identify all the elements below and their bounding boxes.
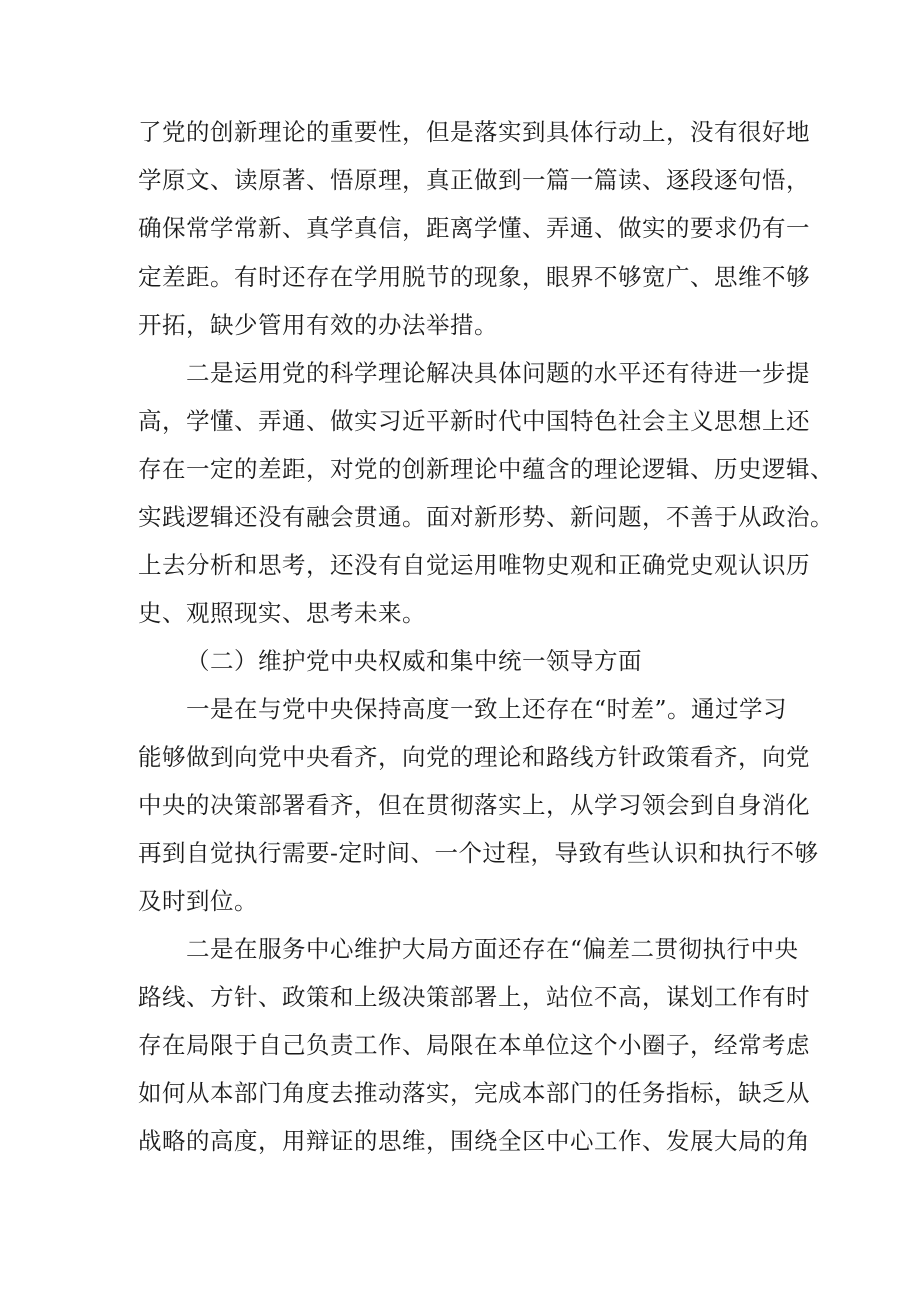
text-line: 路线、方针、政策和上级决策部署上，站位不高，谋划工作有时: [138, 983, 810, 1011]
text-line: 战略的高度，用辩证的思维，围绕全区中心工作、发展大局的角: [138, 1127, 810, 1155]
text-line: 能够做到向党中央看齐，向党的理论和路线方针政策看齐，向党: [138, 743, 810, 771]
text-line: 确保常学常新、真学真信，距离学懂、弄通、做实的要求仍有一: [138, 214, 810, 242]
text-line: 及时到位。: [138, 887, 258, 915]
text-line: 史、观照现实、思考未来。: [138, 599, 426, 627]
section-heading: （二）维护党中央权威和集中统一领导方面: [186, 647, 642, 675]
text-line: 开拓，缺少管用有效的办法举措。: [138, 311, 498, 339]
text-line: 存在局限于自己负责工作、局限在本单位这个小圈子，经常考虑: [138, 1031, 810, 1059]
text-line: 如何从本部门角度去推动落实，完成本部门的任务指标，缺乏从: [138, 1079, 810, 1107]
text-line: 存在一定的差距，对党的创新理论中蕴含的理论逻辑、历史逻辑、: [138, 455, 834, 483]
text-line: 定差距。有时还存在学用脱节的现象，眼界不够宽广、思维不够: [138, 263, 810, 291]
text-line: 学原文、读原著、悟原理，真正做到一篇一篇读、逐段逐句悟，: [138, 166, 810, 194]
paragraph-first-line: 二是运用党的科学理论解决具体问题的水平还有待进一步提: [186, 359, 810, 387]
paragraph-first-line: 二是在服务中心维护大局方面还存在“偏差二贯彻执行中央: [186, 935, 799, 963]
text-line: 再到自觉执行需要-定时间、一个过程，导致有些认识和执行不够: [138, 839, 819, 867]
paragraph-first-line: 一是在与党中央保持高度一致上还存在“时差”。通过学习: [186, 695, 788, 723]
text-line: 高，学懂、弄通、做实习近平新时代中国特色社会主义思想上还: [138, 407, 810, 435]
text-line: 了党的创新理论的重要性，但是落实到具体行动上，没有很好地: [138, 118, 810, 146]
text-line: 上去分析和思考，还没有自觉运用唯物史观和正确党史观认识历: [138, 551, 810, 579]
text-line: 中央的决策部署看齐，但在贯彻落实上，从学习领会到自身消化: [138, 791, 810, 819]
text-line: 实践逻辑还没有融会贯通。面对新形势、新问题，不善于从政治。: [138, 503, 834, 531]
